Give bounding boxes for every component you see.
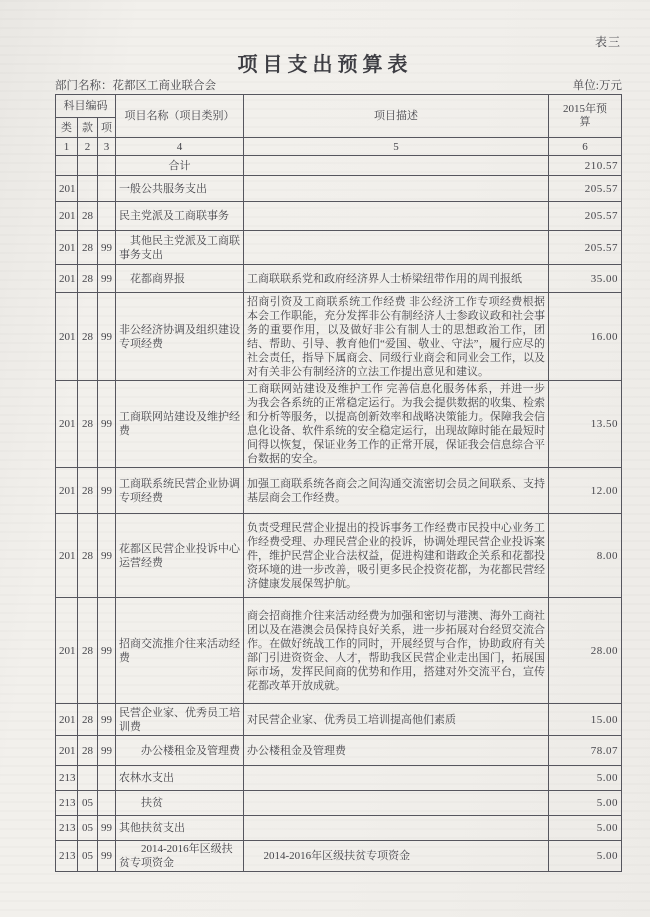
col-index-2: 2	[78, 138, 98, 156]
code-xiang-cell: 99	[98, 231, 116, 265]
code-kuan-cell: 28	[78, 514, 98, 598]
col-index-4: 4	[116, 138, 244, 156]
code-kuan-cell: 28	[78, 598, 98, 704]
department-line	[55, 77, 216, 93]
project-desc-cell: 招商引资及工商联系统工作经费 非公经济工作专项经费根据本会工作职能，充分发挥非公有制经济人士参政议政和社会事务的重要作用，以及做好非公有制人士的思想政治工作，团结、帮助、引导、教育他们“爱国、敬业、守法”，履行应尽的社会责任，指导下属商会、同级行业商会和同业会工作，以及对有关非公有制经济的立法工作提出意见和建议。	[244, 293, 549, 381]
header-project-name: 项目名称（项目类别）	[116, 95, 244, 138]
budget-value-cell: 205.57	[549, 176, 622, 202]
table-row	[56, 736, 622, 766]
table-row	[56, 468, 622, 514]
code-lei-cell: 201	[56, 468, 78, 514]
code-kuan-cell	[78, 176, 98, 202]
table-row	[56, 202, 622, 231]
project-desc-cell	[244, 202, 549, 231]
budget-value-cell: 5.00	[549, 816, 622, 841]
code-lei-cell: 201	[56, 381, 78, 468]
code-kuan-cell	[78, 766, 98, 791]
code-kuan-cell: 28	[78, 736, 98, 766]
code-xiang-cell: 99	[98, 381, 116, 468]
budget-value-cell: 13.50	[549, 381, 622, 468]
table-row	[56, 156, 622, 176]
sheet-number-label: 表三	[594, 35, 621, 49]
table-row	[56, 176, 622, 202]
code-lei-cell: 201	[56, 704, 78, 736]
project-name-cell: 工商联系统民营企业协调专项经费	[116, 468, 244, 514]
project-desc-cell: 工商联网站建设及维护工作 完善信息化服务体系，并进一步为我会各系统的正常稳定运行。为我会提供数据的收集、检索和分析等服务，以提高创新效率和战略决策能力。保障我会信息化设备、软件系统的安全稳定运行，出现故障时能在最短时间得以恢复，保证业务工作的正常开展，保证我会信息综合平台数据的安全。	[244, 381, 549, 468]
table-body	[56, 156, 622, 872]
table-row	[56, 816, 622, 841]
code-kuan-cell: 05	[78, 816, 98, 841]
project-name-cell: 招商交流推介往来活动经费	[116, 598, 244, 704]
code-lei-cell: 213	[56, 766, 78, 791]
header-col-xiang: 项	[98, 118, 116, 138]
code-lei-cell: 201	[56, 293, 78, 381]
col-index-5: 5	[244, 138, 549, 156]
code-lei-cell: 201	[56, 202, 78, 231]
code-xiang-cell	[98, 791, 116, 816]
project-name-cell: 办公楼租金及管理费	[116, 736, 244, 766]
code-xiang-cell	[98, 202, 116, 231]
table-row	[56, 766, 622, 791]
header-row-top	[56, 95, 622, 118]
budget-value-cell: 15.00	[549, 704, 622, 736]
code-kuan-cell: 28	[78, 202, 98, 231]
code-xiang-cell	[98, 156, 116, 176]
header-budget-text: 2015年预算	[563, 103, 607, 128]
code-lei-cell: 213	[56, 841, 78, 872]
code-xiang-cell: 99	[98, 816, 116, 841]
col-index-3: 3	[98, 138, 116, 156]
code-lei-cell	[56, 156, 78, 176]
project-desc-cell: 加强工商联系统各商会之间沟通交流密切会员之间联系、支持基层商会工作经费。	[244, 468, 549, 514]
project-desc-cell: 2014-2016年区级扶贫专项资金	[244, 841, 549, 872]
col-index-6: 6	[549, 138, 622, 156]
header-budget	[549, 95, 622, 138]
table-row	[56, 265, 622, 293]
header-row-index	[56, 138, 622, 156]
department-value: 花都区工商业联合会	[112, 80, 216, 92]
code-lei-cell: 201	[56, 231, 78, 265]
code-xiang-cell	[98, 176, 116, 202]
budget-value-cell: 210.57	[549, 156, 622, 176]
project-name-cell: 扶贫	[116, 791, 244, 816]
code-kuan-cell: 28	[78, 231, 98, 265]
col-index-1: 1	[56, 138, 78, 156]
project-desc-cell: 商会招商推介往来活动经费为加强和密切与港澳、海外工商社团以及在港澳会员保持良好关系，进一步拓展对台经贸交流合作。在做好统战工作的同时，开展经贸与合作，协助政府有关部门引进资资金、人才，帮助我区民营企业走出国门，拓展国际市场，发挥民间商的优势和作用，搭建对外交流平台，宣传花都改革开放成就。	[244, 598, 549, 704]
code-lei-cell: 201	[56, 736, 78, 766]
department-label: 部门名称：	[55, 80, 113, 92]
table-row	[56, 704, 622, 736]
project-desc-cell	[244, 176, 549, 202]
project-desc-cell: 办公楼租金及管理费	[244, 736, 549, 766]
document-meta	[55, 77, 622, 93]
code-kuan-cell	[78, 156, 98, 176]
project-name-cell: 民营企业家、优秀员工培训费	[116, 704, 244, 736]
budget-value-cell: 205.57	[549, 202, 622, 231]
budget-value-cell: 28.00	[549, 598, 622, 704]
project-desc-cell	[244, 231, 549, 265]
table-row	[56, 293, 622, 381]
code-lei-cell: 213	[56, 791, 78, 816]
project-name-cell: 农林水支出	[116, 766, 244, 791]
code-lei-cell: 213	[56, 816, 78, 841]
budget-value-cell: 5.00	[549, 766, 622, 791]
table-row	[56, 841, 622, 872]
code-xiang-cell: 99	[98, 736, 116, 766]
project-name-cell: 其他民主党派及工商联事务支出	[116, 231, 244, 265]
budget-value-cell: 5.00	[549, 791, 622, 816]
code-xiang-cell: 99	[98, 598, 116, 704]
header-col-lei: 类	[56, 118, 78, 138]
code-kuan-cell: 05	[78, 791, 98, 816]
table-row	[56, 598, 622, 704]
budget-value-cell: 35.00	[549, 265, 622, 293]
code-xiang-cell: 99	[98, 468, 116, 514]
code-kuan-cell: 05	[78, 841, 98, 872]
project-name-cell: 非公经济协调及组织建设专项经费	[116, 293, 244, 381]
table-row	[56, 514, 622, 598]
table-header	[56, 95, 622, 156]
project-name-cell: 工商联网站建设及维护经费	[116, 381, 244, 468]
code-kuan-cell: 28	[78, 293, 98, 381]
table-row	[56, 231, 622, 265]
code-kuan-cell: 28	[78, 381, 98, 468]
project-name-cell: 其他扶贫支出	[116, 816, 244, 841]
project-desc-cell	[244, 791, 549, 816]
code-kuan-cell: 28	[78, 265, 98, 293]
project-name-cell: 民主党派及工商联事务	[116, 202, 244, 231]
budget-table	[55, 94, 622, 872]
header-project-desc: 项目描述	[244, 95, 549, 138]
budget-value-cell: 205.57	[549, 231, 622, 265]
budget-value-cell: 78.07	[549, 736, 622, 766]
project-name-cell: 花都商界报	[116, 265, 244, 293]
code-lei-cell: 201	[56, 514, 78, 598]
code-xiang-cell: 99	[98, 293, 116, 381]
header-subject-code: 科目编码	[56, 95, 116, 118]
project-name-cell: 合计	[116, 156, 244, 176]
code-lei-cell: 201	[56, 176, 78, 202]
table-row	[56, 381, 622, 468]
budget-value-cell: 12.00	[549, 468, 622, 514]
code-xiang-cell: 99	[98, 514, 116, 598]
code-xiang-cell: 99	[98, 265, 116, 293]
project-name-cell: 2014-2016年区级扶贫专项资金	[116, 841, 244, 872]
project-name-cell: 花都区民营企业投诉中心运营经费	[116, 514, 244, 598]
project-name-cell: 一般公共服务支出	[116, 176, 244, 202]
code-kuan-cell: 28	[78, 468, 98, 514]
code-xiang-cell	[98, 766, 116, 791]
project-desc-cell: 对民营企业家、优秀员工培训提高他们素质	[244, 704, 549, 736]
budget-value-cell: 16.00	[549, 293, 622, 381]
unit-label: 单位:万元	[572, 80, 622, 92]
code-lei-cell: 201	[56, 598, 78, 704]
table-row	[56, 791, 622, 816]
project-desc-cell	[244, 766, 549, 791]
code-kuan-cell: 28	[78, 704, 98, 736]
budget-value-cell: 5.00	[549, 841, 622, 872]
project-desc-cell	[244, 816, 549, 841]
code-xiang-cell: 99	[98, 841, 116, 872]
budget-value-cell: 8.00	[549, 514, 622, 598]
project-desc-cell	[244, 156, 549, 176]
page-title: 项目支出预算表	[237, 54, 413, 76]
header-col-kuan: 款	[78, 118, 98, 138]
code-xiang-cell: 99	[98, 704, 116, 736]
code-lei-cell: 201	[56, 265, 78, 293]
project-desc-cell: 工商联联系党和政府经济界人士桥梁纽带作用的周刊报纸	[244, 265, 549, 293]
project-desc-cell: 负责受理民营企业提出的投诉事务工作经费市民投中心业务工作经费受理、办理民营企业的投诉，协调处理民营企业投诉案件，维护民营企业合法权益，促进构建和谐政企关系和花都投资环境的进一步改善，吸引更多民企投资花都，为花都民营经济健康发展保驾护航。	[244, 514, 549, 598]
